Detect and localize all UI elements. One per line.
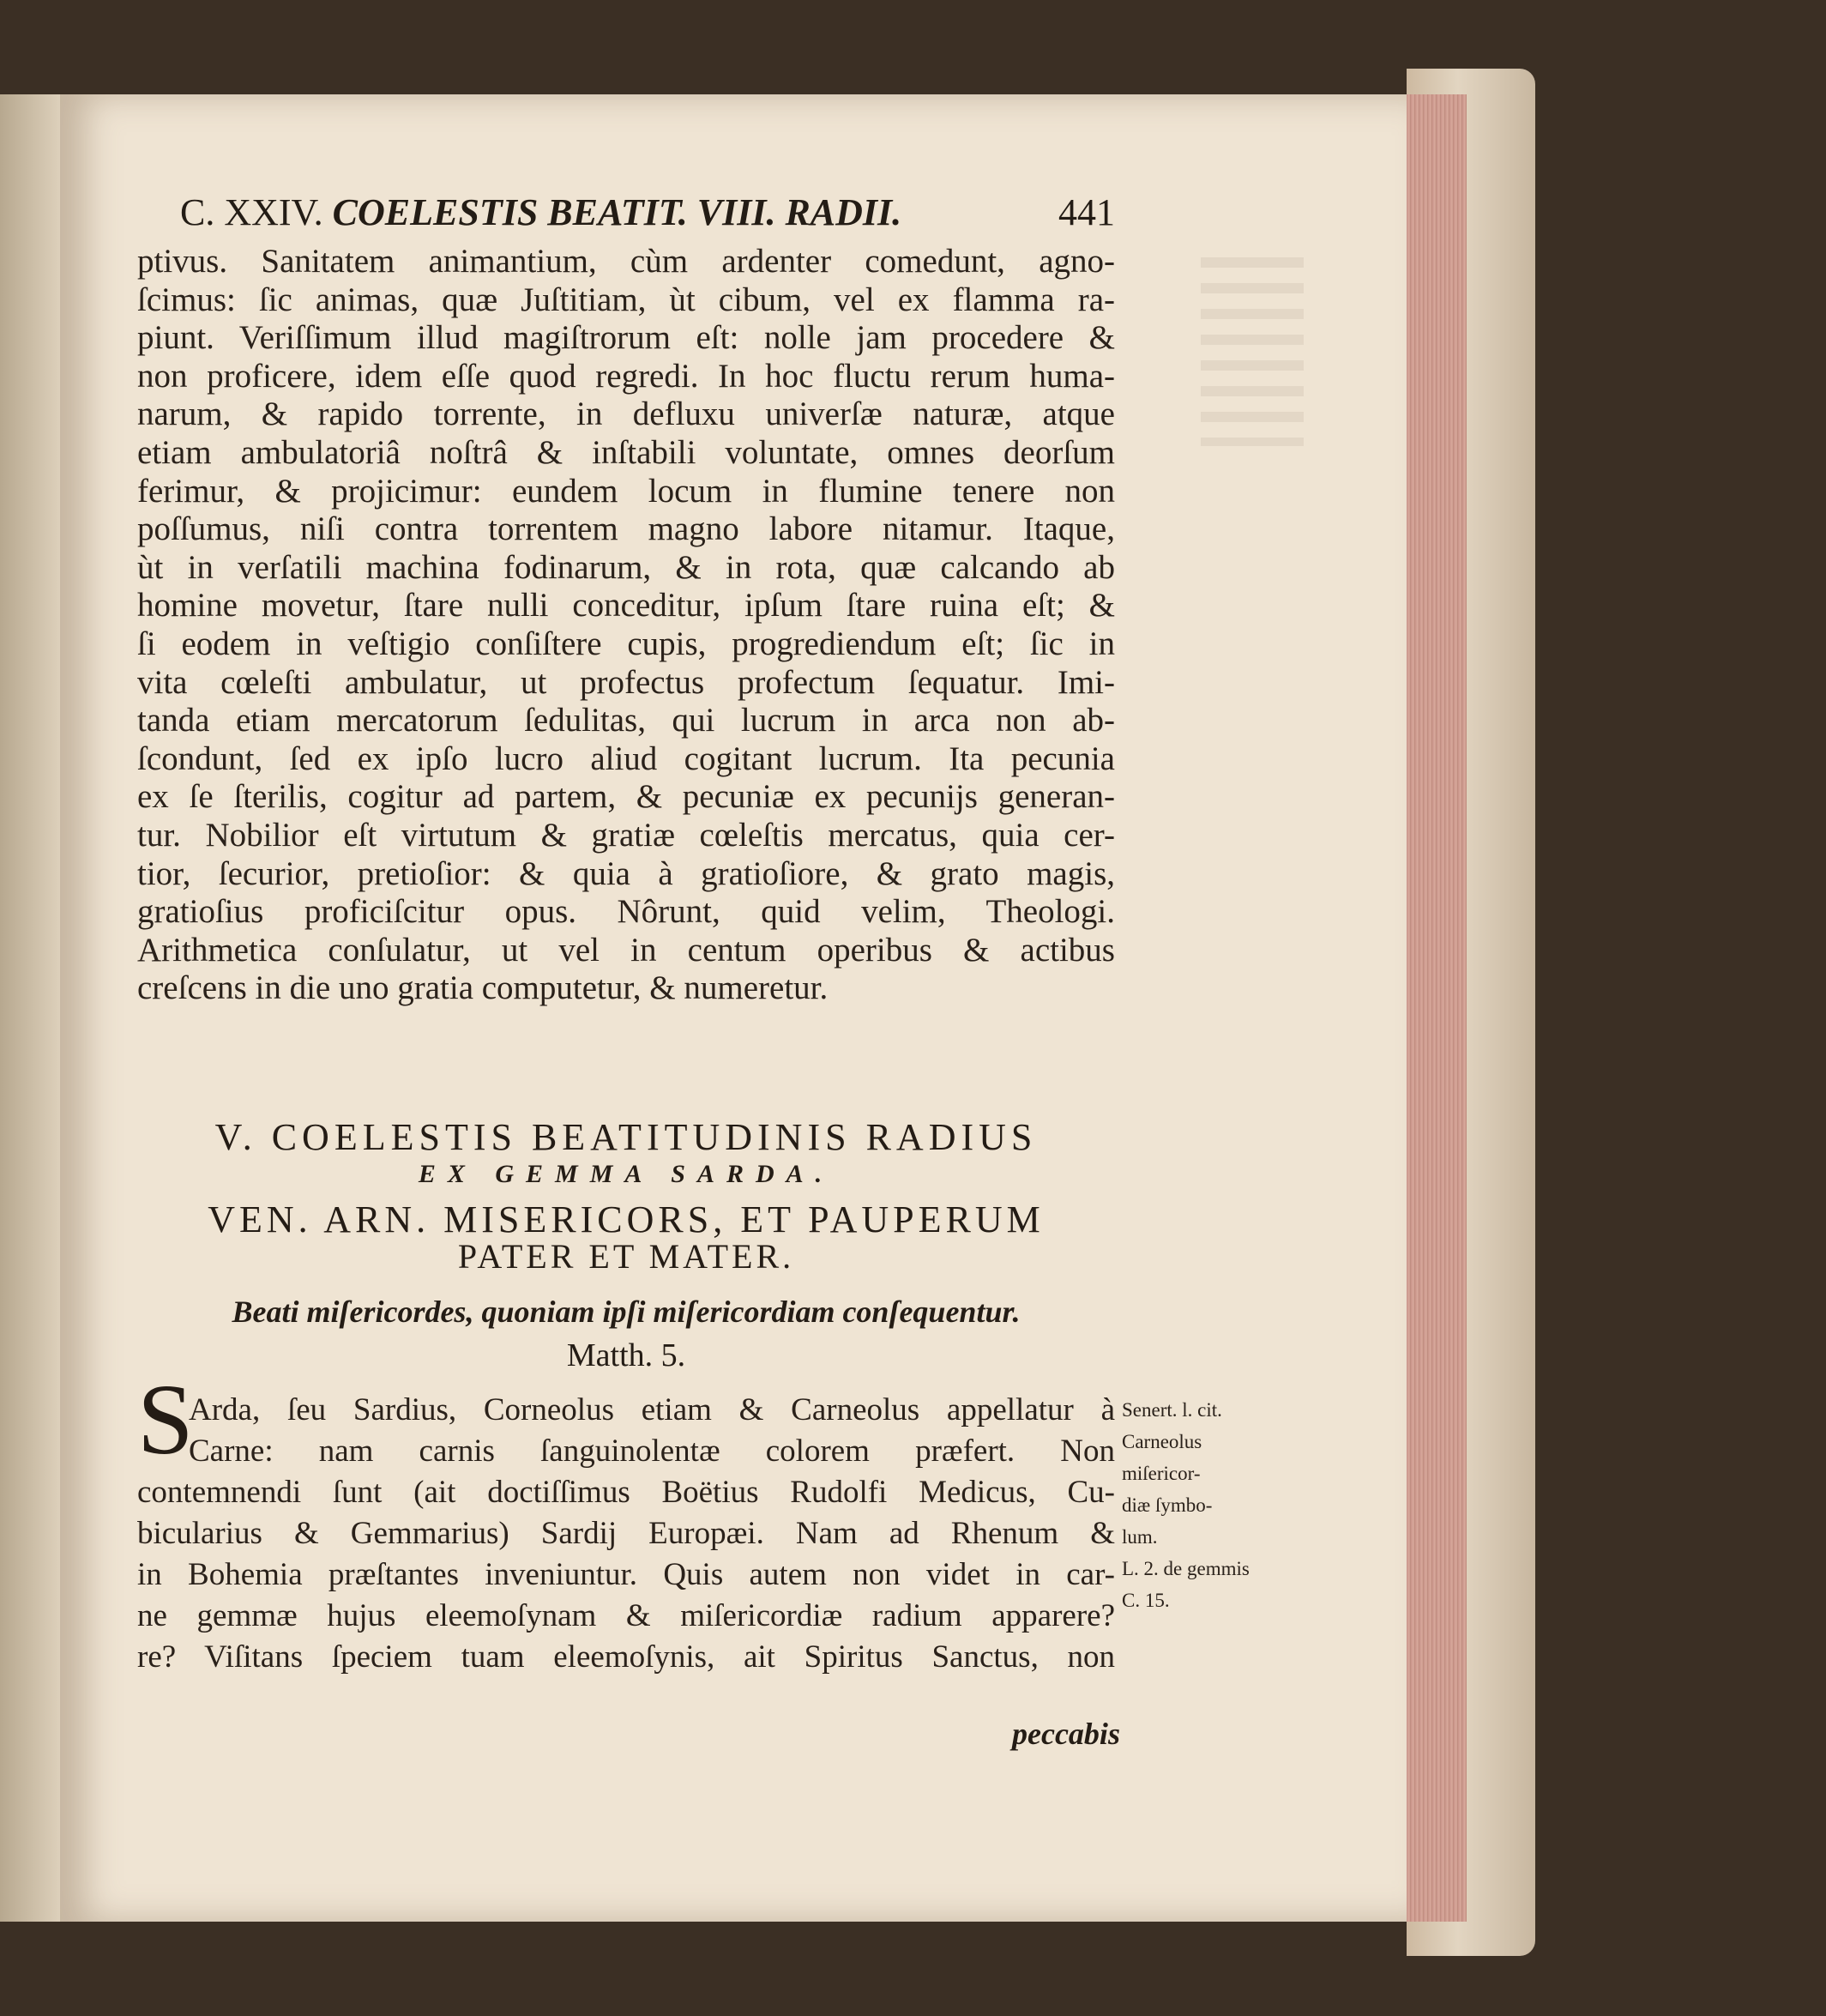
text-line: ùt in verſatili machina fodinarum, & in rota, quæ calcando ab [137,548,1115,586]
text-line: in Bohemia præſtantes inveniuntur. Quis autem non videt in car- [137,1557,1115,1592]
text-line: ſcondunt, ſed ex ipſo lucro aliud cogitant lucrum. Ita pecunia [137,739,1115,777]
page-fore-edge [1407,94,1467,1922]
text-line: ne gemmæ hujus eleemoſynam & miſericordiæ radium apparere? [137,1598,1115,1633]
text-line: narum, & rapido torrente, in defluxu univerſæ naturæ, atque [137,395,1115,433]
page-number: 441 [1058,191,1115,233]
text-line: re? Viſitans ſpeciem tuam eleemoſynis, ait Spiritus Sanctus, non [137,1639,1115,1675]
text-line: creſcens in die uno gratia computetur, & numeretur. [137,969,829,1007]
text-line: ſcimus: ſic animas, quæ Juſtitiam, ùt cibum, vel ex flamma ra- [137,281,1115,318]
text-line: tur. Nobilior eſt virtutum & gratiæ cœleſtis mercatus, quia cer- [137,816,1115,854]
text-line: ptivus. Sanitatem animantium, cùm ardenter comedunt, agno- [137,243,1115,280]
text-line: vita cœleſti ambulatur, ut profectus profectum ſequatur. Imi- [137,663,1115,701]
text-line: ſi eodem in veſtigio conſiſtere cupis, progrediendum eſt; ſic in [137,625,1115,662]
text-line: Arda, ſeu Sardius, Corneolus etiam & Carneolus appellatur à [189,1392,1115,1427]
facing-page-edge [0,94,60,1922]
main-text-block [137,243,1115,1008]
catchword: peccabis [1012,1717,1120,1751]
text-line: bicularius & Gemmarius) Sardij Europæi. Nam ad Rhenum & [137,1516,1115,1551]
text-line: contemnendi ſunt (ait doctiſſimus Boëtius Rudolfi Medicus, Cu- [137,1475,1115,1510]
text-line: non proficere, idem eſſe quod regredi. In hoc fluctu rerum huma- [137,357,1115,395]
section-title-cont: PATER ET MATER. [457,1237,795,1276]
margin-note: lum. [1122,1526,1158,1548]
section-text-block [137,1390,1115,1678]
section-heading: V. COELESTIS BEATITUDINIS RADIUS [214,1116,1038,1158]
text-line: etiam ambulatoriâ noſtrâ & inſtabili voluntate, omnes deorſum [137,433,1115,471]
running-head [180,190,1115,242]
margin-note: Senert. l. cit. [1122,1399,1222,1421]
text-line: homine movetur, ſtare nulli conceditur, ipſum ſtare ruina eſt; & [137,587,1115,625]
margin-note: C. 15. [1122,1590,1170,1611]
text-line: gratioſius proficiſcitur opus. Nôrunt, quid velim, Theologi. [137,893,1115,931]
margin-notes [1122,1398,1285,1621]
epigraph-citation: Matth. 5. [566,1337,686,1373]
text-line: poſſumus, niſi contra torrentem magno labore nitamur. Itaque, [137,510,1115,548]
margin-note: diæ ſymbo- [1122,1494,1213,1516]
section-title: VEN. ARN. MISERICORS, ET PAUPERUM [208,1198,1045,1240]
text-line: Carne: nam carnis ſanguinolentæ colorem præfert. Non [189,1434,1115,1469]
margin-note: Carneolus [1122,1431,1202,1452]
text-line: tior, ſecurior, pretioſior: & quia à gratioſiore, & grato magis, [137,854,1115,892]
running-title: COELESTIS BEATIT. VIII. RADII. [332,191,902,233]
text-line: tanda etiam mercatorum ſedulitas, qui lucrum in arca non ab- [137,702,1115,739]
margin-note: miſericor- [1122,1463,1201,1484]
margin-note: L. 2. de gemmis [1122,1558,1250,1579]
text-line: piunt. Veriſſimum illud magiſtrorum eſt: nolle jam procedere & [137,319,1115,357]
text-line: Arithmetica conſulatur, ut vel in centum operibus & actibus [137,931,1115,969]
drop-capital: S [137,1363,194,1476]
text-line: ex ſe ſterilis, cogitur ad partem, & pecuniæ ex pecunijs generan- [137,778,1115,816]
section-subheading: EX GEMMA SARDA. [418,1160,835,1188]
chapter-number: C. XXIV. [180,191,323,233]
epigraph: Beati miſericordes, quoniam ipſi miſericordiam conſequentur. [232,1295,1021,1329]
text-line: ferimur, & projicimur: eundem locum in flumine tenere non [137,472,1115,510]
show-through-text [1201,257,1304,446]
